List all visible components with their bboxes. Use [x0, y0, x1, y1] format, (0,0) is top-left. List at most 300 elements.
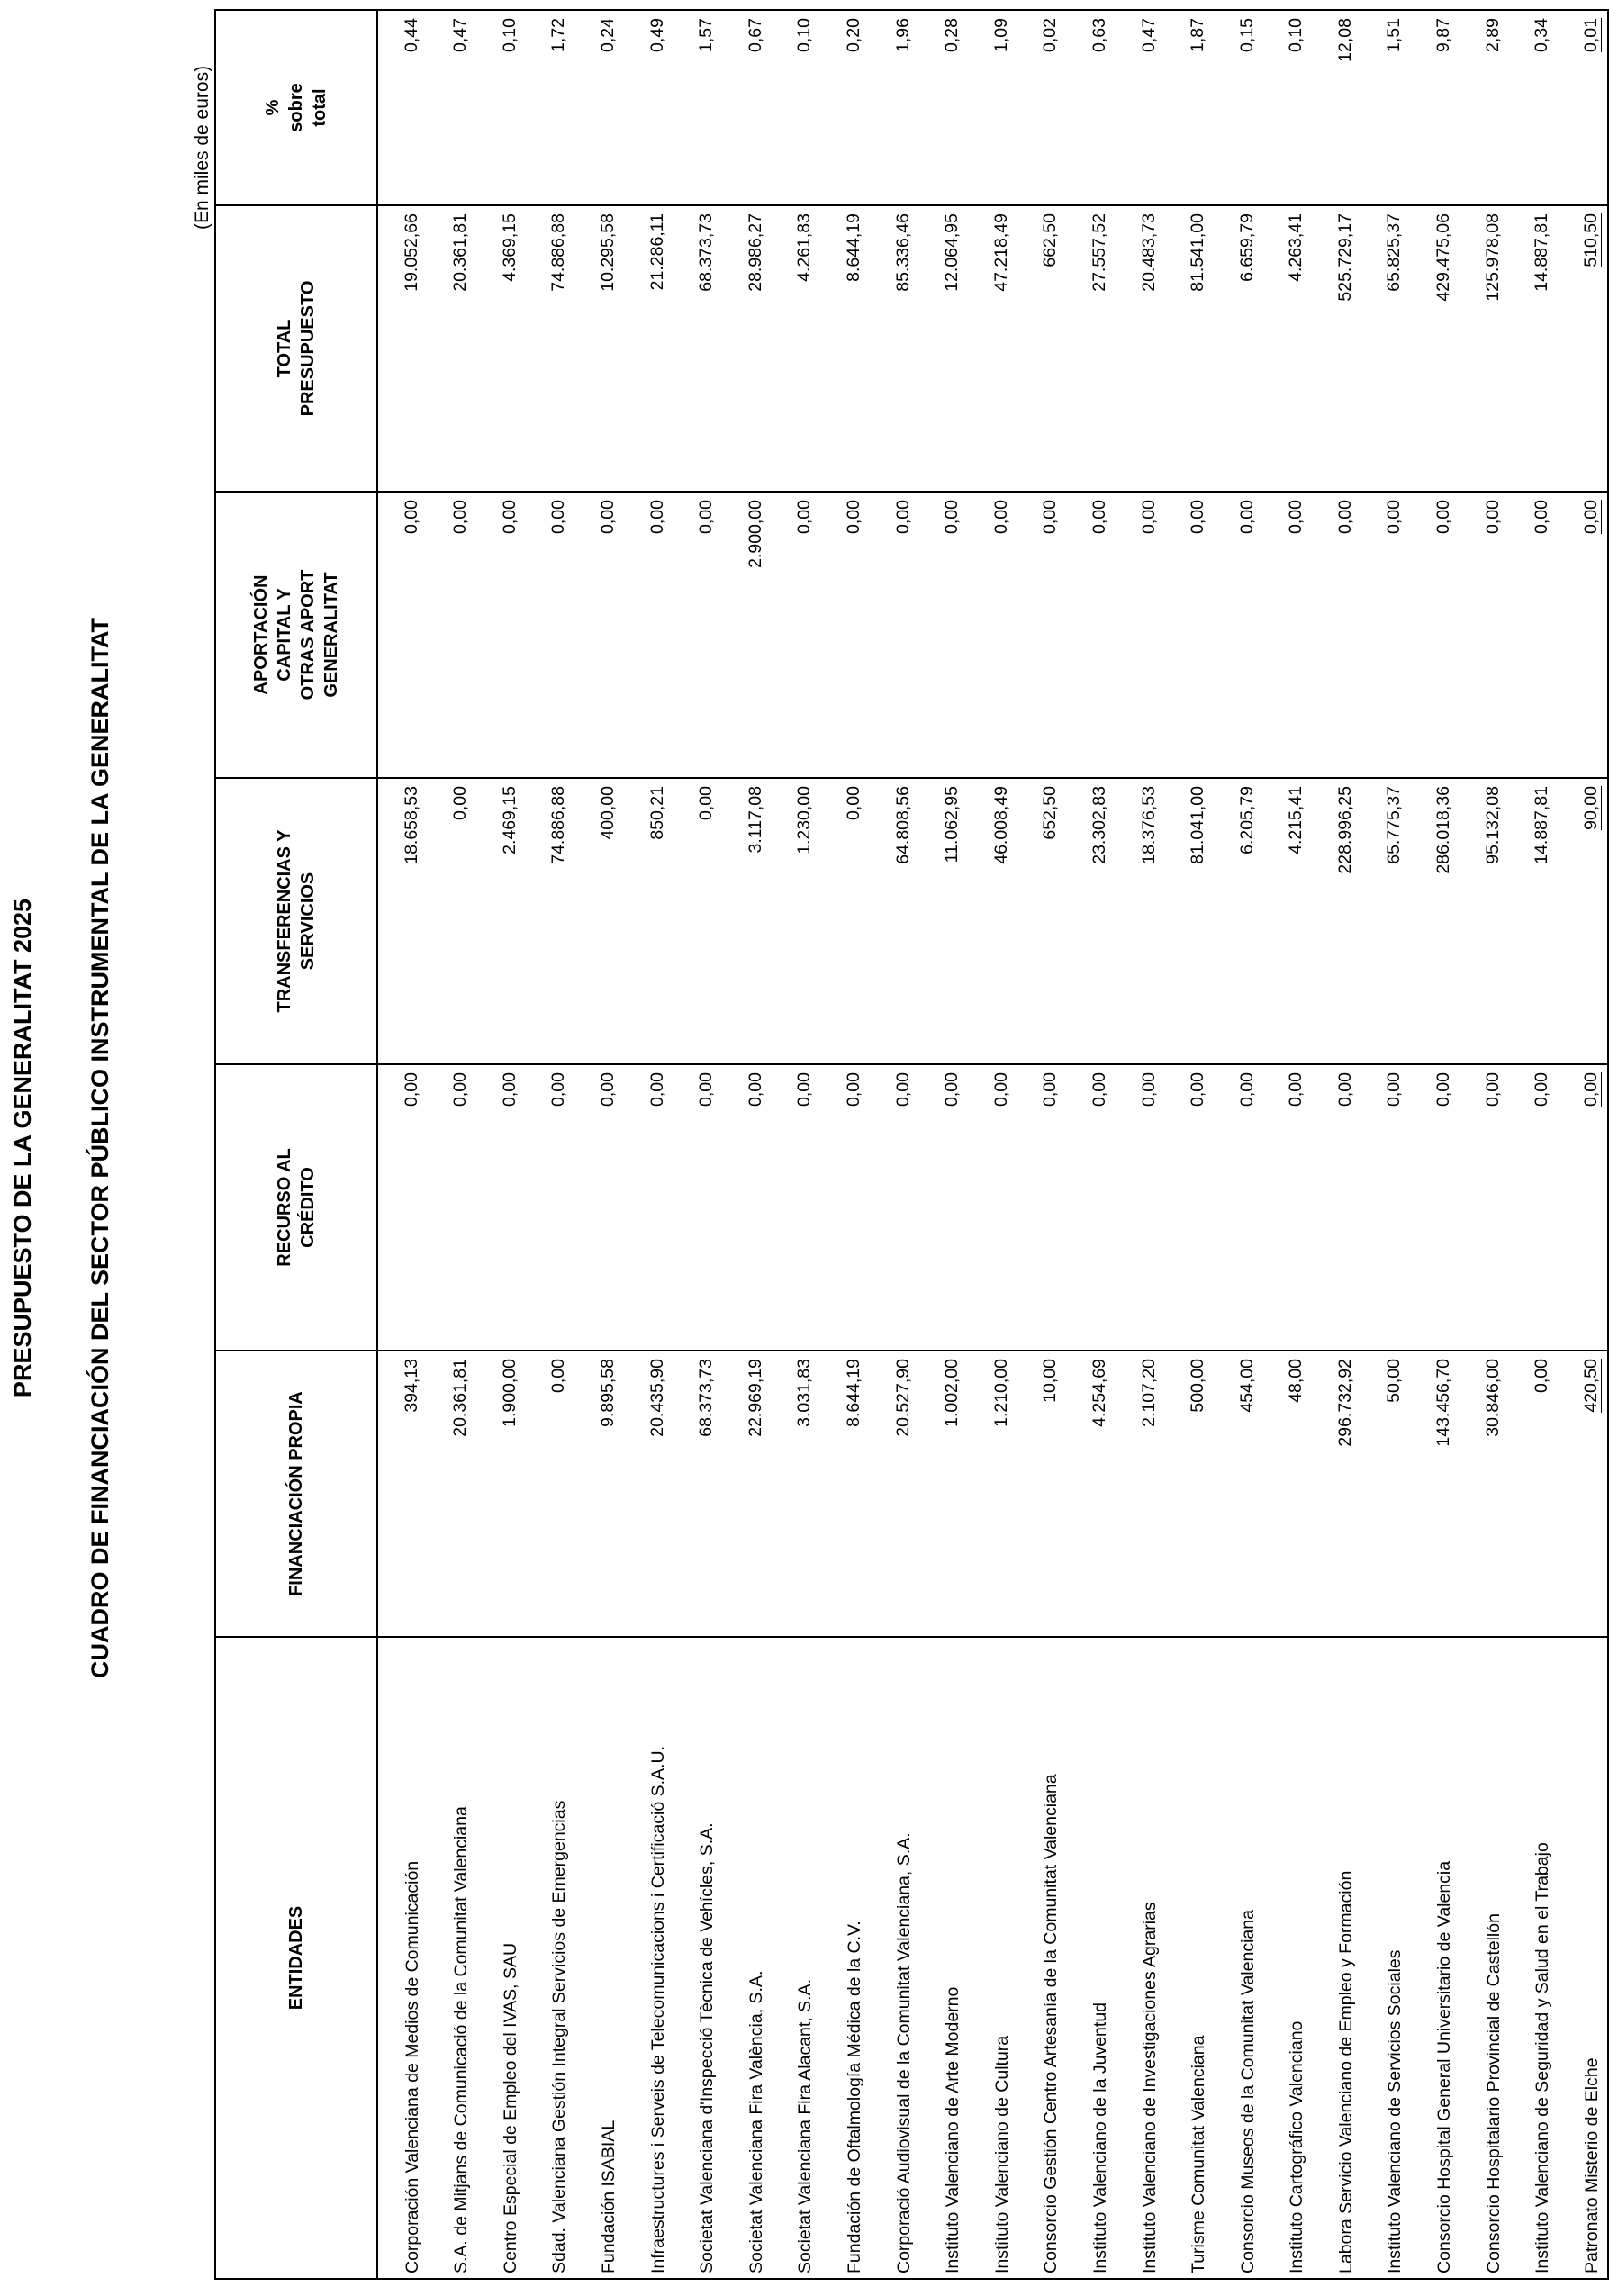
cell-porcentaje — [377, 10, 428, 205]
cell-aportacion-text: 0,00 — [1286, 500, 1306, 534]
table-row — [968, 10, 1017, 2279]
cell-total-presupuesto — [1361, 205, 1411, 492]
cell-transferencias — [1460, 778, 1509, 1064]
cell-financiacion-propia-text: 1.900,00 — [499, 1359, 520, 1427]
cell-transferencias — [476, 778, 526, 1064]
cell-porcentaje — [673, 10, 723, 205]
cell-aportacion-text: 0,00 — [1532, 500, 1552, 534]
cell-porcentaje-text: 0,10 — [499, 18, 520, 52]
cell-aportacion — [1165, 492, 1215, 778]
cell-recurso-credito — [1214, 1064, 1263, 1351]
cell-aportacion-text: 0,00 — [1236, 500, 1257, 534]
cell-entidad — [1066, 1637, 1116, 2279]
cell-financiacion-propia-text: 68.373,73 — [696, 1359, 717, 1437]
cell-recurso-credito-text: 0,00 — [1040, 1072, 1061, 1107]
cell-recurso-credito-text: 0,00 — [696, 1072, 717, 1107]
table-row — [1214, 10, 1263, 2279]
cell-transferencias-text: 652,50 — [1040, 786, 1061, 840]
cell-total-presupuesto — [1312, 205, 1361, 492]
cell-porcentaje — [1017, 10, 1067, 205]
cell-financiacion-propia-text: 4.254,69 — [1089, 1359, 1109, 1427]
cell-aportacion-text: 0,00 — [696, 500, 717, 534]
cell-total-presupuesto-text: 12.064,95 — [942, 213, 963, 292]
cell-financiacion-propia-text: 1.002,00 — [942, 1359, 963, 1427]
cell-total-presupuesto — [1263, 205, 1313, 492]
cell-financiacion-propia-text: 0,00 — [548, 1359, 569, 1393]
table-row — [476, 10, 526, 2279]
cell-total-presupuesto — [673, 205, 723, 492]
cell-financiacion-propia-text: 3.031,83 — [794, 1359, 815, 1427]
header-financiacion-propia — [215, 1351, 377, 1637]
cell-financiacion-propia-text: 30.846,00 — [1482, 1359, 1503, 1437]
cell-recurso-credito-text: 0,00 — [499, 1072, 520, 1107]
table-row — [574, 10, 624, 2279]
cell-recurso-credito-text: 0,00 — [990, 1072, 1011, 1107]
cell-transferencias — [820, 778, 870, 1064]
cell-recurso-credito — [722, 1064, 772, 1351]
cell-porcentaje-text: 12,08 — [1334, 18, 1355, 62]
cell-aportacion — [919, 492, 969, 778]
cell-transferencias-text: 4.215,41 — [1286, 786, 1306, 854]
cell-financiacion-propia-text: 143.456,70 — [1433, 1359, 1454, 1447]
cell-transferencias — [1066, 778, 1116, 1064]
cell-recurso-credito-text: 0,00 — [401, 1072, 421, 1107]
cell-entidad-text: S.A. de Mitjans de Comunicació de la Comunitat Valenciana — [451, 1806, 472, 2273]
cell-financiacion-propia-text: 500,00 — [1188, 1359, 1208, 1413]
cell-transferencias — [968, 778, 1017, 1064]
cell-aportacion — [624, 492, 673, 778]
cell-total-presupuesto-text: 429.475,06 — [1433, 213, 1454, 302]
header-line: total — [310, 88, 330, 127]
table-row — [772, 10, 821, 2279]
cell-recurso-credito — [428, 1064, 477, 1351]
cell-aportacion-text: 0,00 — [990, 500, 1011, 534]
cell-financiacion-propia-text: 1.210,00 — [990, 1359, 1011, 1427]
cell-financiacion-propia — [1410, 1351, 1460, 1637]
cell-porcentaje-text: 0,34 — [1532, 18, 1552, 52]
cell-porcentaje — [1165, 10, 1215, 205]
cell-financiacion-propia — [1558, 1351, 1608, 1637]
cell-financiacion-propia — [377, 1351, 428, 1637]
cell-entidad — [1116, 1637, 1165, 2279]
cell-recurso-credito-text: 0,00 — [450, 1072, 471, 1107]
cell-recurso-credito — [919, 1064, 969, 1351]
cell-aportacion-text: 0,00 — [1188, 500, 1208, 534]
document-title: PRESUPUESTO DE LA GENERALITAT 2025 — [9, 898, 36, 1398]
table-row — [526, 10, 575, 2279]
cell-entidad-text: Consorcio Hospitalario Provincial de Castellón — [1483, 1913, 1504, 2273]
cell-financiacion-propia-text: 0,00 — [1532, 1359, 1552, 1393]
table-row — [1116, 10, 1165, 2279]
cell-total-presupuesto-text: 510,50 — [1580, 213, 1601, 267]
cell-aportacion — [1361, 492, 1411, 778]
cell-entidad — [673, 1637, 723, 2279]
cell-total-presupuesto — [968, 205, 1017, 492]
cell-aportacion — [968, 492, 1017, 778]
cell-entidad — [919, 1637, 969, 2279]
cell-financiacion-propia — [476, 1351, 526, 1637]
cell-porcentaje — [772, 10, 821, 205]
cell-transferencias-text: 3.117,08 — [745, 786, 765, 854]
cell-transferencias — [919, 778, 969, 1064]
cell-total-presupuesto-text: 74.886,88 — [548, 213, 569, 292]
cell-porcentaje-text: 0,10 — [1286, 18, 1306, 52]
cell-financiacion-propia — [1165, 1351, 1215, 1637]
cell-total-presupuesto-text: 20.483,73 — [1138, 213, 1159, 292]
cell-recurso-credito — [624, 1064, 673, 1351]
cell-porcentaje-text: 1,51 — [1384, 18, 1405, 52]
cell-transferencias — [772, 778, 821, 1064]
cell-porcentaje — [476, 10, 526, 205]
table-row — [1165, 10, 1215, 2279]
cell-porcentaje-text: 0,63 — [1089, 18, 1109, 52]
cell-recurso-credito-text: 0,00 — [548, 1072, 569, 1107]
table-row — [1066, 10, 1116, 2279]
cell-total-presupuesto — [1165, 205, 1215, 492]
cell-transferencias-text: 0,00 — [843, 786, 863, 820]
cell-transferencias — [673, 778, 723, 1064]
cell-financiacion-propia — [624, 1351, 673, 1637]
cell-transferencias-text: 14.887,81 — [1532, 786, 1552, 864]
cell-aportacion-text: 0,00 — [499, 500, 520, 534]
cell-financiacion-propia — [1460, 1351, 1509, 1637]
cell-entidad — [1214, 1637, 1263, 2279]
cell-financiacion-propia — [820, 1351, 870, 1637]
cell-porcentaje-text: 0,15 — [1236, 18, 1257, 52]
cell-aportacion-text: 2.900,00 — [745, 500, 765, 568]
cell-recurso-credito — [673, 1064, 723, 1351]
cell-entidad-text: Instituto Valenciano de Seguridad y Salud en el Trabajo — [1532, 1842, 1553, 2273]
cell-entidad-text: Instituto Valenciano de Investigaciones Agrarias — [1139, 1902, 1160, 2273]
cell-entidad — [526, 1637, 575, 2279]
cell-porcentaje-text: 0,01 — [1580, 18, 1601, 52]
cell-transferencias — [1361, 778, 1411, 1064]
cell-aportacion — [772, 492, 821, 778]
cell-entidad-text: Instituto Valenciano de Arte Moderno — [943, 1986, 963, 2273]
cell-recurso-credito-text: 0,00 — [1482, 1072, 1503, 1107]
cell-financiacion-propia — [1361, 1351, 1411, 1637]
cell-recurso-credito — [1066, 1064, 1116, 1351]
cell-total-presupuesto — [526, 205, 575, 492]
table-row — [428, 10, 477, 2279]
cell-entidad-text: Consorcio Museos de la Comunitat Valenciana — [1237, 1910, 1258, 2273]
cell-transferencias-text: 81.041,00 — [1188, 786, 1208, 864]
cell-transferencias — [1116, 778, 1165, 1064]
cell-recurso-credito-text: 0,00 — [1334, 1072, 1355, 1107]
cell-recurso-credito — [476, 1064, 526, 1351]
cell-recurso-credito-text: 0,00 — [1138, 1072, 1159, 1107]
table-row — [377, 10, 428, 2279]
cell-transferencias-text: 90,00 — [1580, 786, 1601, 830]
cell-aportacion-text: 0,00 — [1138, 500, 1159, 534]
cell-financiacion-propia-text: 22.969,19 — [745, 1359, 765, 1437]
cell-aportacion-text: 0,00 — [794, 500, 815, 534]
cell-recurso-credito-text: 0,00 — [794, 1072, 815, 1107]
cell-entidad — [428, 1637, 477, 2279]
cell-recurso-credito-text: 0,00 — [843, 1072, 863, 1107]
cell-financiacion-propia — [1066, 1351, 1116, 1637]
header-recurso-credito — [215, 1064, 377, 1351]
cell-recurso-credito-text: 0,00 — [1580, 1072, 1601, 1107]
cell-transferencias — [1017, 778, 1067, 1064]
cell-transferencias — [722, 778, 772, 1064]
cell-financiacion-propia — [1263, 1351, 1313, 1637]
cell-transferencias — [624, 778, 673, 1064]
table-row — [673, 10, 723, 2279]
cell-total-presupuesto-text: 10.295,58 — [597, 213, 618, 292]
cell-porcentaje-text: 0,20 — [843, 18, 863, 52]
cell-financiacion-propia-text: 420,50 — [1580, 1359, 1601, 1413]
cell-entidad-text: Instituto Valenciano de Cultura — [991, 2035, 1012, 2273]
header-line: ENTIDADES — [286, 1905, 306, 2011]
cell-transferencias — [1263, 778, 1313, 1064]
cell-recurso-credito-text: 0,00 — [892, 1072, 913, 1107]
cell-total-presupuesto-text: 27.557,52 — [1089, 213, 1109, 292]
cell-total-presupuesto — [428, 205, 477, 492]
cell-recurso-credito-text: 0,00 — [1532, 1072, 1552, 1107]
cell-porcentaje — [1116, 10, 1165, 205]
cell-porcentaje — [919, 10, 969, 205]
cell-total-presupuesto-text: 65.825,37 — [1384, 213, 1405, 292]
cell-entidad-text: Instituto Cartográfico Valenciano — [1287, 2020, 1307, 2273]
cell-porcentaje-text: 0,24 — [597, 18, 618, 52]
cell-entidad — [968, 1637, 1017, 2279]
table-row — [1460, 10, 1509, 2279]
cell-entidad-text: Infraestructures i Serveis de Telecomunicacions i Certificació S.A.U. — [647, 1746, 668, 2273]
cell-porcentaje-text: 0,44 — [401, 18, 421, 52]
cell-entidad-text: Labora Servicio Valenciano de Empleo y Formación — [1335, 1870, 1356, 2273]
cell-total-presupuesto — [870, 205, 919, 492]
cell-entidad — [1558, 1637, 1608, 2279]
cell-transferencias — [1165, 778, 1215, 1064]
cell-transferencias — [526, 778, 575, 1064]
cell-total-presupuesto-text: 8.644,19 — [843, 213, 863, 282]
cell-transferencias-text: 46.008,49 — [990, 786, 1011, 864]
cell-total-presupuesto-text: 81.541,00 — [1188, 213, 1208, 292]
cell-recurso-credito-text: 0,00 — [1089, 1072, 1109, 1107]
cell-total-presupuesto — [624, 205, 673, 492]
cell-financiacion-propia — [1312, 1351, 1361, 1637]
header-line: TOTAL — [275, 319, 294, 378]
cell-entidad-text: Sdad. Valenciana Gestión Integral Servicios de Emergencias — [549, 1800, 570, 2273]
cell-transferencias-text: 228.996,25 — [1334, 786, 1355, 874]
cell-financiacion-propia-text: 10,00 — [1040, 1359, 1061, 1403]
cell-financiacion-propia — [673, 1351, 723, 1637]
cell-financiacion-propia — [1214, 1351, 1263, 1637]
cell-porcentaje-text: 1,96 — [892, 18, 913, 52]
cell-recurso-credito-text: 0,00 — [1433, 1072, 1454, 1107]
cell-total-presupuesto-text: 28.986,27 — [745, 213, 765, 292]
cell-porcentaje — [1312, 10, 1361, 205]
cell-aportacion-text: 0,00 — [597, 500, 618, 534]
cell-recurso-credito — [1263, 1064, 1313, 1351]
cell-transferencias-text: 18.376,53 — [1138, 786, 1159, 864]
cell-porcentaje-text: 1,72 — [548, 18, 569, 52]
cell-porcentaje-text: 1,87 — [1188, 18, 1208, 52]
cell-transferencias-text: 6.205,79 — [1236, 786, 1257, 854]
document-subtitle: CUADRO DE FINANCIACIÓN DEL SECTOR PÚBLICO INSTRUMENTAL DE LA GENERALITAT — [86, 618, 113, 1679]
cell-total-presupuesto — [1116, 205, 1165, 492]
cell-porcentaje — [968, 10, 1017, 205]
cell-financiacion-propia-text: 20.435,90 — [646, 1359, 667, 1437]
cell-aportacion — [377, 492, 428, 778]
cell-aportacion — [820, 492, 870, 778]
cell-entidad — [772, 1637, 821, 2279]
cell-entidad — [1263, 1637, 1313, 2279]
cell-entidad — [820, 1637, 870, 2279]
cell-porcentaje-text: 0,49 — [646, 18, 667, 52]
cell-total-presupuesto — [1509, 205, 1559, 492]
cell-aportacion — [574, 492, 624, 778]
cell-aportacion-text: 0,00 — [450, 500, 471, 534]
cell-entidad-text: Corporació Audiovisual de la Comunitat Valenciana, S.A. — [893, 1832, 914, 2273]
cell-aportacion — [1116, 492, 1165, 778]
cell-financiacion-propia-text: 394,13 — [401, 1359, 421, 1413]
cell-aportacion — [870, 492, 919, 778]
cell-aportacion-text: 0,00 — [843, 500, 863, 534]
header-entidades — [215, 1637, 377, 2279]
cell-aportacion-text: 0,00 — [1089, 500, 1109, 534]
cell-total-presupuesto — [919, 205, 969, 492]
table-row — [870, 10, 919, 2279]
cell-aportacion — [1066, 492, 1116, 778]
header-line: APORTACIÓN — [251, 574, 271, 695]
header-transferencias — [215, 778, 377, 1064]
cell-financiacion-propia — [1017, 1351, 1067, 1637]
cell-total-presupuesto — [1558, 205, 1608, 492]
header-aportacion — [215, 492, 377, 778]
cell-total-presupuesto — [476, 205, 526, 492]
units-note: (En miles de euros) — [192, 65, 212, 230]
cell-transferencias-text: 18.658,53 — [401, 786, 421, 864]
cell-porcentaje-text: 1,57 — [696, 18, 717, 52]
cell-aportacion — [1214, 492, 1263, 778]
cell-transferencias-text: 2.469,15 — [499, 786, 520, 854]
cell-entidad-text: Societat Valenciana Fira Alacant, S.A. — [795, 1979, 816, 2273]
cell-total-presupuesto — [1410, 205, 1460, 492]
header-line: GENERALITAT — [321, 572, 341, 698]
cell-recurso-credito — [1312, 1064, 1361, 1351]
cell-total-presupuesto-text: 4.261,83 — [794, 213, 815, 282]
cell-entidad — [722, 1637, 772, 2279]
cell-financiacion-propia — [1509, 1351, 1559, 1637]
cell-recurso-credito — [1410, 1064, 1460, 1351]
cell-porcentaje — [1460, 10, 1509, 205]
cell-entidad-text: Instituto Valenciano de la Juventud — [1089, 2002, 1110, 2273]
cell-transferencias — [1410, 778, 1460, 1064]
cell-total-presupuesto — [377, 205, 428, 492]
cell-total-presupuesto — [772, 205, 821, 492]
cell-recurso-credito-text: 0,00 — [942, 1072, 963, 1107]
cell-transferencias — [428, 778, 477, 1064]
cell-entidad-text: Fundación de Oftalmología Médica de la C.V. — [844, 1921, 864, 2273]
cell-financiacion-propia — [919, 1351, 969, 1637]
cell-total-presupuesto — [820, 205, 870, 492]
cell-recurso-credito-text: 0,00 — [1236, 1072, 1257, 1107]
cell-aportacion — [1460, 492, 1509, 778]
cell-financiacion-propia-text: 9.895,58 — [597, 1359, 618, 1427]
table-row — [1017, 10, 1067, 2279]
cell-financiacion-propia-text: 2.107,20 — [1138, 1359, 1159, 1427]
cell-total-presupuesto-text: 19.052,66 — [401, 213, 421, 292]
cell-entidad-text: Patronato Misterio de Elche — [1581, 2057, 1602, 2273]
cell-porcentaje — [574, 10, 624, 205]
cell-financiacion-propia-text: 48,00 — [1286, 1359, 1306, 1403]
cell-recurso-credito — [1361, 1064, 1411, 1351]
cell-transferencias-text: 64.808,56 — [892, 786, 913, 864]
cell-financiacion-propia-text: 20.527,90 — [892, 1359, 913, 1437]
cell-recurso-credito — [1017, 1064, 1067, 1351]
cell-total-presupuesto-text: 47.218,49 — [990, 213, 1011, 292]
cell-porcentaje — [1066, 10, 1116, 205]
cell-aportacion-text: 0,00 — [1040, 500, 1061, 534]
cell-aportacion — [1263, 492, 1313, 778]
cell-porcentaje — [1558, 10, 1608, 205]
cell-porcentaje-text: 1,09 — [990, 18, 1011, 52]
header-line: FINANCIACIÓN PROPIA — [286, 1391, 306, 1596]
cell-entidad-text: Consorcio Hospital General Universitario de Valencia — [1434, 1860, 1455, 2273]
cell-aportacion — [1312, 492, 1361, 778]
cell-aportacion — [428, 492, 477, 778]
table-row — [1361, 10, 1411, 2279]
cell-total-presupuesto-text: 14.887,81 — [1532, 213, 1552, 292]
cell-entidad-text: Consorcio Gestión Centro Artesanía de la Comunitat Valenciana — [1041, 1774, 1062, 2273]
cell-financiacion-propia — [722, 1351, 772, 1637]
cell-entidad — [1165, 1637, 1215, 2279]
header-line: PRESUPUESTO — [298, 280, 318, 417]
cell-porcentaje-text: 0,47 — [1138, 18, 1159, 52]
cell-aportacion — [1410, 492, 1460, 778]
cell-total-presupuesto — [722, 205, 772, 492]
cell-financiacion-propia — [428, 1351, 477, 1637]
cell-recurso-credito-text: 0,00 — [1286, 1072, 1306, 1107]
cell-porcentaje-text: 0,10 — [794, 18, 815, 52]
cell-total-presupuesto — [574, 205, 624, 492]
cell-financiacion-propia — [1116, 1351, 1165, 1637]
cell-entidad-text: Corporación Valenciana de Medios de Comunicación — [402, 1860, 422, 2273]
cell-transferencias-text: 65.775,37 — [1384, 786, 1405, 864]
cell-porcentaje — [870, 10, 919, 205]
header-line: RECURSO AL — [275, 1148, 294, 1267]
cell-entidad — [1312, 1637, 1361, 2279]
cell-financiacion-propia-text: 8.644,19 — [843, 1359, 863, 1427]
cell-recurso-credito-text: 0,00 — [646, 1072, 667, 1107]
cell-aportacion-text: 0,00 — [548, 500, 569, 534]
table-row — [722, 10, 772, 2279]
cell-recurso-credito — [1558, 1064, 1608, 1351]
cell-total-presupuesto-text: 4.263,41 — [1286, 213, 1306, 282]
cell-transferencias-text: 95.132,08 — [1482, 786, 1503, 864]
cell-recurso-credito — [820, 1064, 870, 1351]
cell-recurso-credito — [377, 1064, 428, 1351]
cell-entidad-text: Centro Especial de Empleo del IVAS, SAU — [500, 1942, 520, 2273]
cell-financiacion-propia-text: 454,00 — [1236, 1359, 1257, 1413]
cell-total-presupuesto-text: 662,50 — [1040, 213, 1061, 267]
cell-entidad — [1460, 1637, 1509, 2279]
cell-aportacion-text: 0,00 — [646, 500, 667, 534]
cell-aportacion-text: 0,00 — [1334, 500, 1355, 534]
cell-entidad-text: Societat Valenciana Fira València, S.A. — [746, 1970, 766, 2273]
cell-entidad — [1017, 1637, 1067, 2279]
cell-transferencias — [1214, 778, 1263, 1064]
cell-total-presupuesto — [1017, 205, 1067, 492]
cell-financiacion-propia — [870, 1351, 919, 1637]
cell-aportacion-text: 0,00 — [401, 500, 421, 534]
cell-aportacion — [526, 492, 575, 778]
cell-total-presupuesto-text: 85.336,46 — [892, 213, 913, 292]
cell-aportacion — [722, 492, 772, 778]
cell-recurso-credito-text: 0,00 — [597, 1072, 618, 1107]
